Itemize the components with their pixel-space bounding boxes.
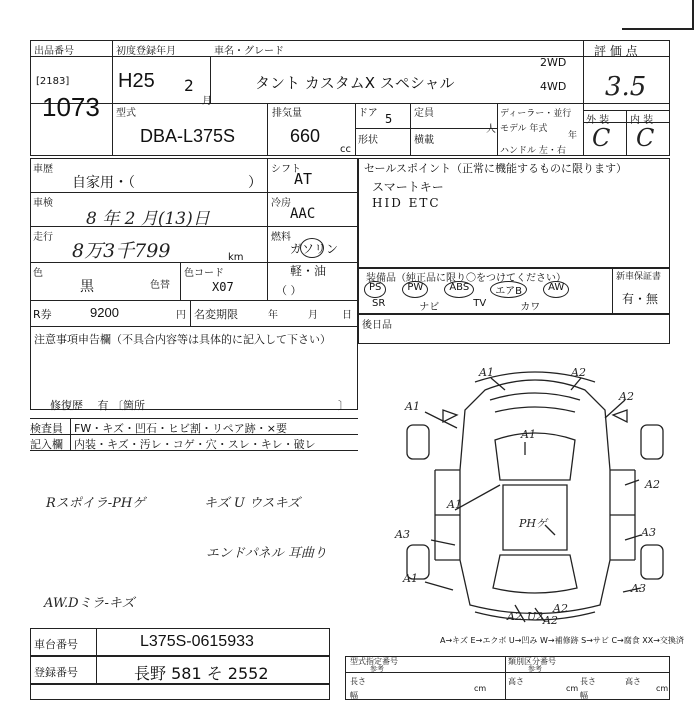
interior-label: 内 装 — [630, 115, 654, 126]
month-unit: 月 — [202, 96, 212, 107]
color-code-label: 色コード — [184, 268, 224, 279]
equipment-row2 — [372, 298, 540, 313]
drive-4wd: 4WD — [540, 80, 567, 93]
fuel-other: （ ） — [276, 284, 302, 297]
name-change-label: 名変期限 — [194, 308, 238, 321]
ac-label: 冷房 — [271, 198, 291, 209]
tax-label: R券 — [33, 308, 52, 321]
chassis-value: L375S-0615933 — [140, 633, 254, 650]
displacement-value: 660 — [290, 126, 321, 146]
door-label: ドア — [358, 108, 378, 119]
color-code-value: X07 — [212, 280, 234, 294]
inspection-value: 8 年 2 月(13)日 — [86, 209, 210, 229]
model-label: 型式 — [116, 108, 136, 119]
height-unit: cm — [566, 684, 579, 693]
category-label: 類別区分番号 — [508, 657, 556, 666]
notes-label: 注意事項申告欄（不具合内容等は具体的に記入して下さい） — [34, 333, 331, 346]
exterior-grade: C — [592, 124, 611, 152]
model-value: DBA-L375S — [140, 126, 236, 146]
shape-label: 形状 — [358, 135, 378, 146]
inspector-label: 検査員 — [30, 422, 63, 435]
chassis-label: 車台番号 — [34, 638, 78, 651]
first-reg-label: 初度登録年月 — [116, 46, 176, 57]
registration-value: 長野 581 そ 2552 — [134, 664, 269, 683]
inspection-label: 車検 — [33, 198, 53, 209]
tax-unit: 円 — [176, 310, 186, 321]
equip-tv: TV — [473, 298, 487, 309]
history-label: 車歴 — [33, 164, 53, 175]
width-label: 幅 — [350, 691, 358, 700]
note-aw-mirror: AW.Dミラ-キズ — [44, 596, 135, 611]
sales-point-line1: スマートキー — [372, 180, 444, 194]
fuel-circle — [300, 238, 324, 258]
mark-front-right-a2: A2 — [571, 366, 586, 379]
fuel-gasoline: ガソリン — [290, 242, 339, 256]
equip-sr: SR — [372, 298, 386, 309]
repair-history: 修復歴 有 〔箇所 — [50, 399, 145, 412]
registration-label: 登録番号 — [34, 666, 78, 679]
equipment-label: 装備品（純正品に限り〇をつけてください） — [366, 273, 566, 284]
mileage-value: 8万3千799 — [72, 240, 171, 262]
mark-left-a3: A3 — [395, 528, 410, 541]
note-spoiler: Rスポイラ-PHゲ — [46, 496, 146, 511]
mark-rear-left-a1: A1 — [403, 572, 418, 585]
shape-value: 横載 — [414, 135, 434, 146]
rear-items-label: 後日品 — [362, 320, 392, 331]
mark-rear-u2: U2 — [527, 610, 544, 623]
note-scratch: キズ U ウスキズ — [204, 496, 301, 511]
sales-point-line2: HID ETC — [372, 196, 441, 210]
shift-value: AT — [294, 170, 313, 188]
displacement-label: 排気量 — [272, 108, 302, 119]
era-year: H25 — [118, 70, 155, 92]
rear-items-box — [358, 314, 670, 344]
tax-value: 9200 — [90, 305, 119, 320]
cm-unit-2: cm — [656, 684, 669, 693]
height-label-2: 高さ — [625, 677, 641, 686]
lot-code: [2183] — [36, 76, 70, 87]
fuel-diesel: 軽・油 — [290, 264, 327, 278]
corner-mark — [622, 0, 694, 30]
repair-close: 〕 — [338, 399, 349, 412]
history-value: 自家用・（ — [72, 175, 135, 191]
warranty-value: 有・無 — [622, 292, 659, 306]
score-value: 3.5 — [605, 72, 647, 102]
damage-legend: A→キズ E→エクボ U→凹み W→補修跡 S→サビ C→腐食 XX→交換済 — [440, 636, 684, 645]
inspector-row1: FW・キズ・凹石・ヒビ割・リペア跡・×要 — [74, 422, 287, 435]
width-label-2: 幅 — [580, 691, 588, 700]
warranty-label: 新車保証書 — [616, 272, 662, 282]
exterior-label: 外 装 — [586, 115, 610, 126]
color-label: 色 — [33, 268, 43, 279]
interior-grade: C — [636, 124, 655, 152]
type-number-sub: 参考 — [370, 665, 384, 673]
equip-ps: PS — [364, 281, 386, 298]
length-label: 長さ — [350, 677, 366, 686]
equipment-row1 — [364, 281, 569, 298]
lot-label: 出品番号 — [34, 46, 74, 57]
equip-navi: ナビ — [419, 302, 440, 313]
note-end-panel: エンドパネル 耳曲り — [206, 546, 327, 561]
displacement-unit: cc — [340, 144, 351, 155]
equip-airbag: エアB — [490, 281, 527, 298]
handle-label: ハンドル 左・右 — [500, 146, 566, 156]
deadline-day: 日 — [342, 310, 352, 321]
lot-number: 1073 — [42, 92, 100, 122]
mark-rear-a2b: A2 — [543, 614, 558, 627]
mileage-unit: km — [228, 252, 244, 263]
mileage-label: 走行 — [33, 232, 53, 243]
mark-rear-a2c: A2 — [553, 602, 568, 615]
type-number-label: 型式指定番号 — [350, 657, 398, 666]
sales-point-label: セールスポイント（正常に機能するものに限ります） — [364, 162, 628, 175]
length-unit: cm — [474, 684, 487, 693]
equip-leather: カワ — [520, 302, 541, 313]
mark-right-a3: A3 — [641, 526, 656, 539]
equip-aw: AW — [543, 281, 569, 298]
deadline-month: 月 — [308, 310, 318, 321]
shift-label: シフト — [271, 164, 301, 175]
dealer-label: ディーラー・並行 — [500, 109, 572, 119]
model-year-unit: 年 — [568, 131, 578, 141]
door-value: 5 — [385, 112, 393, 126]
score-label: 評 価 点 — [594, 44, 638, 58]
model-year-label: モデル 年式 — [500, 124, 548, 134]
diagram-marks — [395, 360, 685, 630]
mark-rear-a2: A2 — [507, 610, 522, 623]
inspector-row2: 内装・キズ・汚レ・コゲ・穴・スレ・キレ・破レ — [74, 438, 316, 451]
mark-front-left-a1: A1 — [479, 366, 494, 379]
entry-label: 記入欄 — [30, 438, 63, 451]
mark-rear-right-a3: A3 — [631, 582, 646, 595]
drive-2wd: 2WD — [540, 56, 567, 69]
deadline-year: 年 — [268, 310, 278, 321]
car-name-label: 車名・グレード — [214, 46, 284, 57]
mark-peel: PHゲ — [519, 517, 547, 530]
history-close: ） — [248, 175, 262, 191]
ac-value: AAC — [290, 206, 316, 222]
height-label: 高さ — [508, 677, 524, 686]
equip-abs: ABS — [444, 281, 474, 298]
mark-roof-a1: A1 — [521, 428, 536, 441]
mark-right-a2b: A2 — [645, 478, 660, 491]
car-name: タント カスタムX スペシャル — [255, 74, 455, 92]
mark-door-a1: A1 — [447, 498, 462, 511]
capacity-unit: 人 — [486, 124, 496, 135]
capacity-label: 定員 — [414, 108, 434, 119]
fuel-label: 燃料 — [271, 232, 291, 243]
mark-left-a1: A1 — [405, 400, 420, 413]
color-value: 黒 — [80, 279, 94, 295]
mark-right-a2: A2 — [619, 390, 634, 403]
size-box — [30, 684, 330, 700]
color-change-label: 色替 — [150, 280, 170, 291]
category-sub: 参考 — [528, 665, 542, 673]
equip-pw: PW — [402, 281, 428, 298]
length-label-2: 長さ — [580, 677, 596, 686]
reg-month: 2 — [184, 76, 194, 95]
